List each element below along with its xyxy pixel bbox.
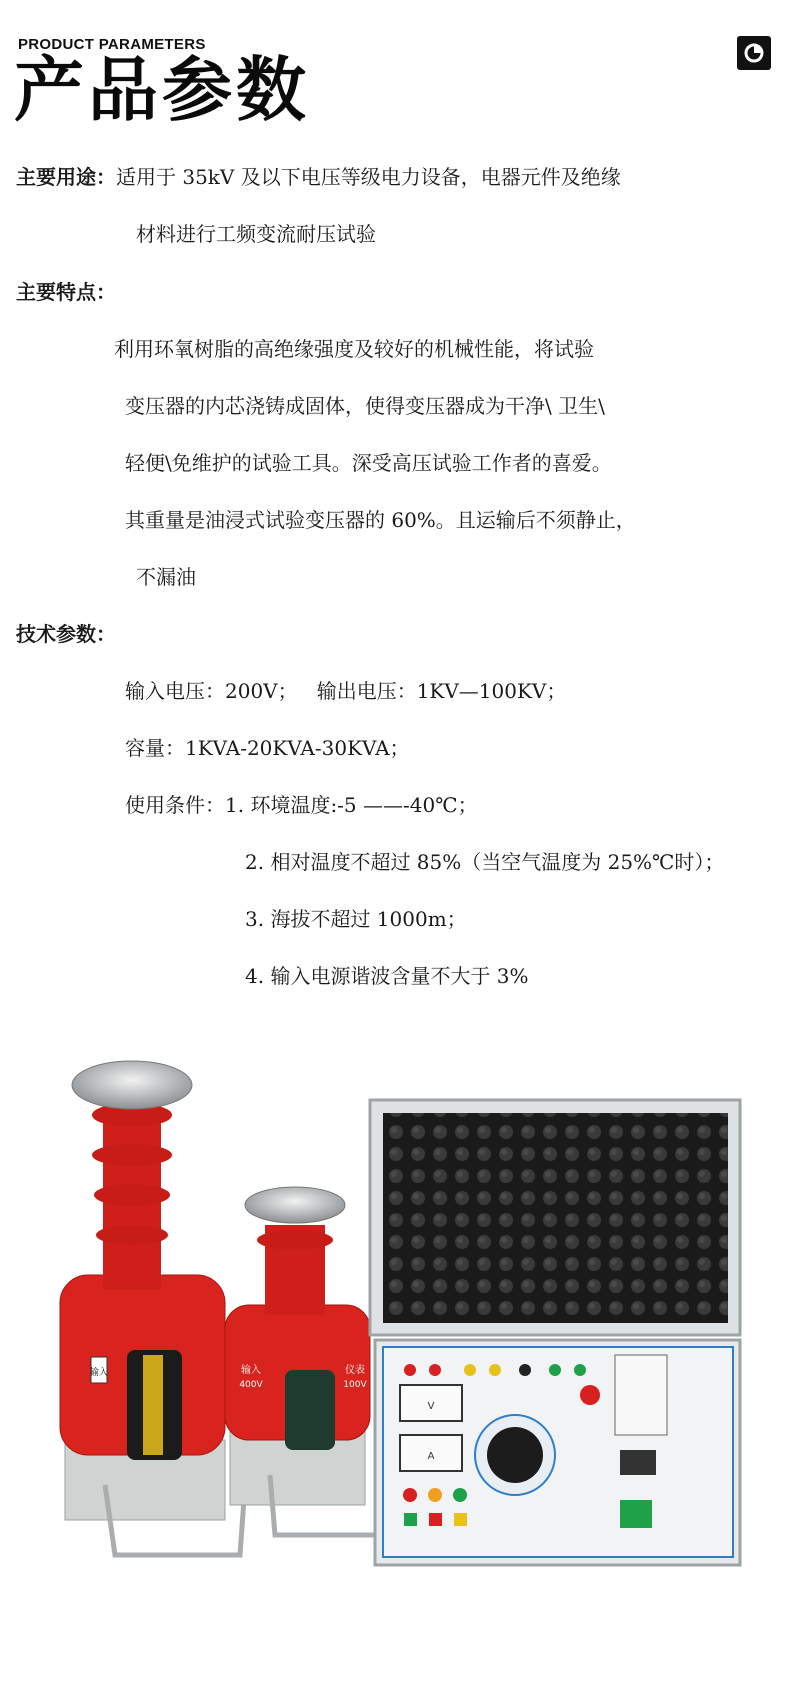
feature-line-2: 变压器的内芯浇铸成固体，使得变压器成为干净\ 卫生\ xyxy=(125,394,605,418)
feature-line-1: 利用环氧树脂的高绝缘强度及较好的机械性能，将试验 xyxy=(114,337,594,361)
page-title: 产品参数 xyxy=(14,49,310,131)
product-photo xyxy=(55,1055,750,1610)
feature-line-4: 其重量是油浸式试验变压器的 60%。且运输后不须静止， xyxy=(125,508,636,532)
capacity-line: 容量：1KVA-20KVA-30KVA； xyxy=(125,736,410,760)
voltage-line: 输入电压：200V； 输出电压：1KV—100KV； xyxy=(125,679,567,703)
condition-4: 4. 输入电源谐波含量不大于 3% xyxy=(245,964,529,988)
ammeter-unit: A xyxy=(427,1451,435,1462)
features-label: 主要特点： xyxy=(16,280,116,304)
usage-text-2: 材料进行工频变流耐压试验 xyxy=(136,222,376,246)
instrument-voltage-label: 100V xyxy=(343,1380,367,1390)
usage-label: 主要用途： xyxy=(16,165,116,189)
large-transformer xyxy=(60,1061,245,1555)
conditions-row xyxy=(125,793,478,817)
usage-row xyxy=(16,165,621,189)
pie-chart-icon xyxy=(737,36,771,70)
conditions-label: 使用条件： xyxy=(125,793,225,817)
input-label-large: 输入 xyxy=(89,1368,109,1378)
condition-3: 3. 海拔不超过 1000m； xyxy=(245,907,467,931)
feature-line-3: 轻便\免维护的试验工具。深受高压试验工作者的喜爱。 xyxy=(125,451,612,475)
control-case xyxy=(370,1100,740,1565)
condition-2: 2. 相对温度不超过 85%（当空气温度为 25%℃时）； xyxy=(245,850,725,874)
small-transformer xyxy=(225,1187,385,1535)
usage-text-1: 适用于 35kV 及以下电压等级电力设备，电器元件及绝缘 xyxy=(116,165,621,189)
section-subtitle: PRODUCT PARAMETERS xyxy=(18,36,206,53)
instrument-label: 仪表 xyxy=(345,1365,365,1376)
specs-label: 技术参数： xyxy=(16,622,116,646)
condition-1: 1. 环境温度:-5 ——-40℃； xyxy=(225,793,478,817)
input-voltage-label: 400V xyxy=(239,1380,263,1390)
feature-line-5: 不漏油 xyxy=(136,565,196,589)
input-label-small: 输入 xyxy=(241,1365,261,1376)
voltmeter-unit: V xyxy=(427,1401,435,1412)
